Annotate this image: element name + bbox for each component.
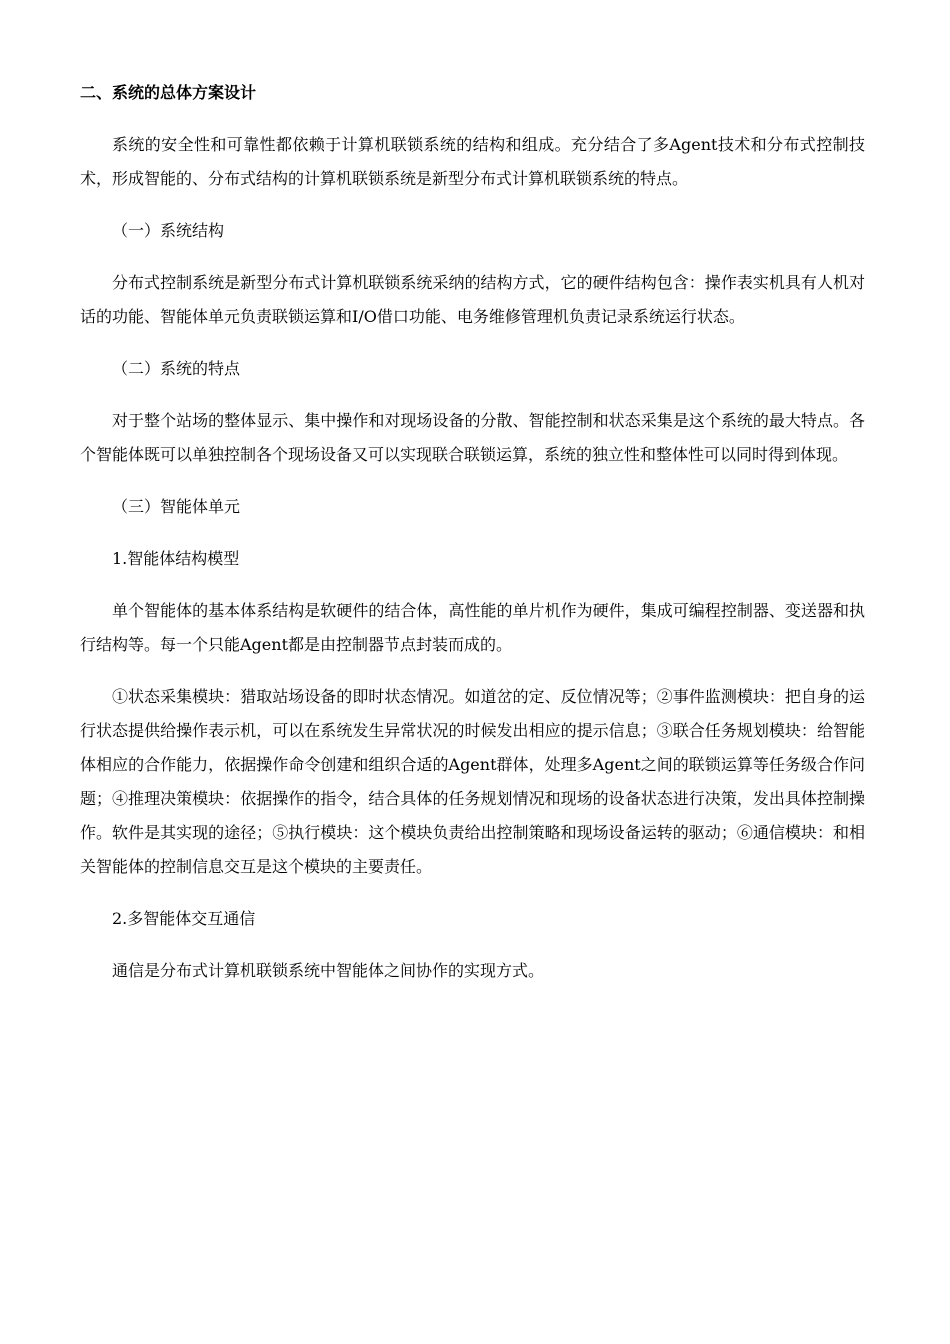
subsection-title-agent-unit: （三）智能体单元 <box>112 497 241 516</box>
item-title-multi-agent-communication: 2.多智能体交互通信 <box>112 909 256 928</box>
subsection-title-system-structure: （一）系统结构 <box>112 221 225 240</box>
system-features-paragraph: 对于整个站场的整体显示、集中操作和对现场设备的分散、智能控制和状态采集是这个系统的最大特点。各个智能体既可以单独控制各个现场设备又可以实现联合联锁运算，系统的独立性和整体性可以同时得到体现。 <box>80 411 865 464</box>
agent-model-paragraph-2: ①状态采集模块：猎取站场设备的即时状态情况。如道岔的定、反位情况等；②事件监测模块：把自身的运行状态提供给操作表示机，可以在系统发生异常状况的时候发出相应的提示信息；③联合任务规划模块：给智能体相应的合作能力，依据操作命令创建和组织合适的Agent群体，处理多Agent之间的联锁运算等任务级合作问题；④推理决策模块：依据操作的指令，结合具体的任务规划情况和现场的设备状态进行决策，发出具体控制操作。软件是其实现的途径；⑤执行模块：这个模块负责给出控制策略和现场设备运转的驱动；⑥通信模块：和相关智能体的控制信息交互是这个模块的主要责任。 <box>80 687 865 876</box>
system-structure-paragraph: 分布式控制系统是新型分布式计算机联锁系统采纳的结构方式，它的硬件结构包含：操作表实机具有人机对话的功能、智能体单元负责联锁运算和I/O借口功能、电务维修管理机负责记录系统运行状态。 <box>80 273 865 326</box>
intro-paragraph: 系统的安全性和可靠性都依赖于计算机联锁系统的结构和组成。充分结合了多Agent技术和分布式控制技术，形成智能的、分布式结构的计算机联锁系统是新型分布式计算机联锁系统的特点。 <box>80 135 865 188</box>
section-title: 二、系统的总体方案设计 <box>80 83 257 102</box>
agent-model-paragraph-1: 单个智能体的基本体系结构是软硬件的结合体，高性能的单片机作为硬件，集成可编程控制器、变送器和执行结构等。每一个只能Agent都是由控制器节点封装而成的。 <box>80 601 865 654</box>
subsection-title-system-features: （二）系统的特点 <box>112 359 241 378</box>
item-title-agent-model: 1.智能体结构模型 <box>112 549 240 568</box>
multi-agent-communication-paragraph: 通信是分布式计算机联锁系统中智能体之间协作的实现方式。 <box>112 961 545 980</box>
document-page <box>80 76 865 1006</box>
